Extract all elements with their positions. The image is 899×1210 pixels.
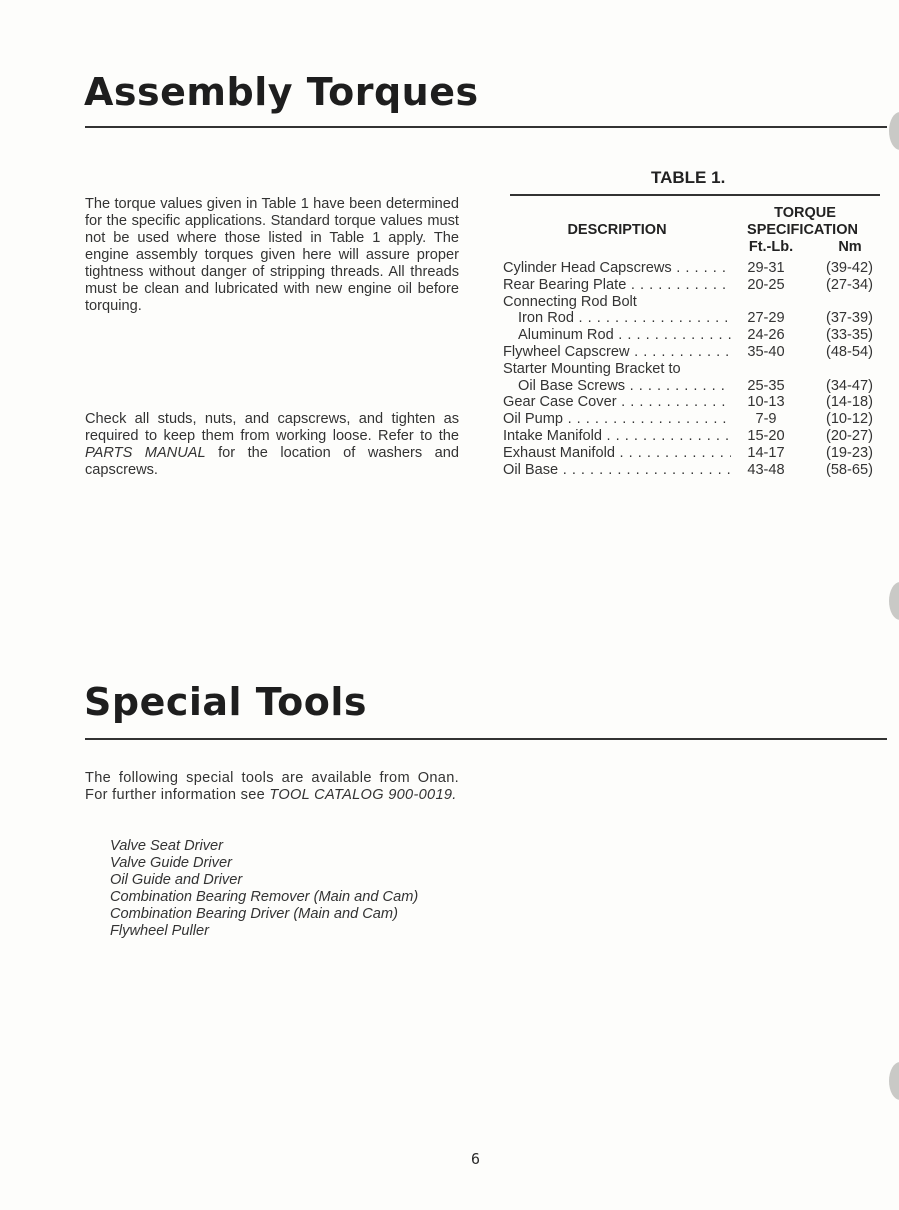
row-description <box>518 378 731 395</box>
row-ftlb: 7-9 <box>755 411 777 428</box>
row-ftlb: 14-17 <box>747 444 785 461</box>
table-row <box>503 361 873 378</box>
header-torque: TORQUE <box>774 205 836 221</box>
row-ftlb: 29-31 <box>747 260 785 276</box>
parts-manual-reference: PARTS MANUAL <box>85 445 206 461</box>
header-description: DESCRIPTION <box>567 222 667 238</box>
row-nm: (58-65) <box>825 461 873 478</box>
row-nm: (37-39) <box>825 310 873 327</box>
row-description <box>503 294 731 311</box>
table-row <box>503 327 873 344</box>
leader-dots <box>625 378 731 394</box>
row-nm: (20-27) <box>825 428 873 444</box>
tool-catalog-reference: TOOL CATALOG 900-0019. <box>269 787 457 803</box>
text: Check all studs, nuts, and capscrews, and tighten as required to keep them from working loose. Refer to the <box>85 411 459 444</box>
description-text: Aluminum Rod <box>518 327 614 344</box>
table-row <box>503 260 873 277</box>
row-description <box>503 428 731 445</box>
tools-intro <box>85 770 459 804</box>
tool-item: Valve Seat Driver <box>110 838 224 854</box>
row-ftlb: 25-35 <box>747 377 785 394</box>
leader-dots <box>672 260 731 276</box>
row-description <box>518 327 731 344</box>
row-nm: (34-47) <box>825 377 873 394</box>
row-nm: (14-18) <box>825 394 873 411</box>
tool-item: Flywheel Puller <box>110 923 209 939</box>
leader-dots <box>558 462 731 478</box>
row-description <box>503 445 731 462</box>
leader-dots <box>630 344 731 360</box>
tool-item: Valve Guide Driver <box>110 855 232 871</box>
description-text: Connecting Rod Bolt <box>503 293 637 310</box>
table-row <box>503 411 873 428</box>
description-text: Intake Manifold <box>503 428 602 444</box>
leader-dots <box>614 327 731 343</box>
description-text: Iron Rod <box>518 310 574 327</box>
row-description <box>503 361 731 378</box>
row-nm: (27-34) <box>825 276 873 293</box>
row-nm: (33-35) <box>825 327 873 344</box>
description-text: Rear Bearing Plate <box>503 276 627 293</box>
row-description <box>503 277 731 294</box>
page-number: 6 <box>471 1150 481 1168</box>
punch-hole <box>889 582 899 620</box>
row-ftlb: 43-48 <box>747 461 785 478</box>
row-ftlb: 35-40 <box>747 344 785 360</box>
table-row <box>503 277 873 294</box>
header-specification: SPECIFICATION <box>747 222 858 238</box>
section-title-special-tools: Special Tools <box>84 680 368 724</box>
row-description <box>503 344 731 361</box>
description-text: Starter Mounting Bracket to <box>503 360 681 377</box>
header-ftlb: Ft.-Lb. <box>748 239 794 255</box>
row-description <box>503 260 731 277</box>
text: for the location of washers and capscrews. <box>85 445 460 478</box>
row-nm: (10-12) <box>825 411 873 428</box>
row-nm: (48-54) <box>825 344 873 360</box>
table-row <box>503 428 873 445</box>
row-ftlb: 27-29 <box>747 310 785 327</box>
row-ftlb: 15-20 <box>747 428 785 444</box>
row-ftlb: 20-25 <box>747 276 785 293</box>
row-nm: (39-42) <box>825 260 873 276</box>
table-row <box>503 462 873 479</box>
table-row <box>503 378 873 395</box>
row-ftlb: 24-26 <box>747 327 785 344</box>
tools-list <box>110 838 418 940</box>
table-row <box>503 294 873 311</box>
leader-dots <box>574 310 731 326</box>
row-ftlb: 10-13 <box>747 394 785 411</box>
text: The following special tools are available from Onan. For further information see <box>85 770 459 803</box>
leader-dots <box>626 277 731 293</box>
tool-item: Combination Bearing Driver (Main and Cam) <box>110 906 398 922</box>
punch-hole <box>889 1062 899 1100</box>
description-text: Gear Case Cover <box>503 394 617 411</box>
check-paragraph <box>85 411 459 479</box>
description-text: Exhaust Manifold <box>503 444 615 461</box>
table-row <box>503 310 873 327</box>
leader-dots <box>615 445 731 461</box>
divider <box>85 126 887 128</box>
header-nm: Nm <box>838 239 862 255</box>
leader-dots <box>602 428 731 444</box>
table-title: TABLE 1. <box>651 168 726 187</box>
description-text: Oil Pump <box>503 411 564 428</box>
tool-item: Oil Guide and Driver <box>110 872 243 888</box>
intro-paragraph: The torque values given in Table 1 have been determined for the specific applications. Standard torque values must not be used where those listed in Table 1 apply. The engine assembly torques given here will assure proper tightness without danger of stripping threads. All threads must be clean and lubricated with new engine oil before torquing. <box>85 196 459 314</box>
row-description <box>503 411 731 428</box>
leader-dots <box>563 411 731 427</box>
description-text: Oil Base <box>503 461 559 478</box>
row-description <box>503 394 731 411</box>
section-title-assembly-torques: Assembly Torques <box>84 70 479 114</box>
row-description <box>503 462 731 479</box>
row-nm: (19-23) <box>825 444 873 461</box>
table-row <box>503 394 873 411</box>
table-divider <box>510 194 880 196</box>
tool-item: Combination Bearing Remover (Main and Cam) <box>110 889 419 905</box>
row-description <box>518 310 731 327</box>
description-text: Cylinder Head Capscrews <box>503 260 672 276</box>
table-row <box>503 445 873 462</box>
punch-hole <box>889 112 899 150</box>
description-text: Oil Base Screws <box>518 377 626 394</box>
leader-dots <box>617 394 731 410</box>
description-text: Flywheel Capscrew <box>503 344 630 360</box>
table-row <box>503 344 873 361</box>
divider <box>85 738 887 740</box>
